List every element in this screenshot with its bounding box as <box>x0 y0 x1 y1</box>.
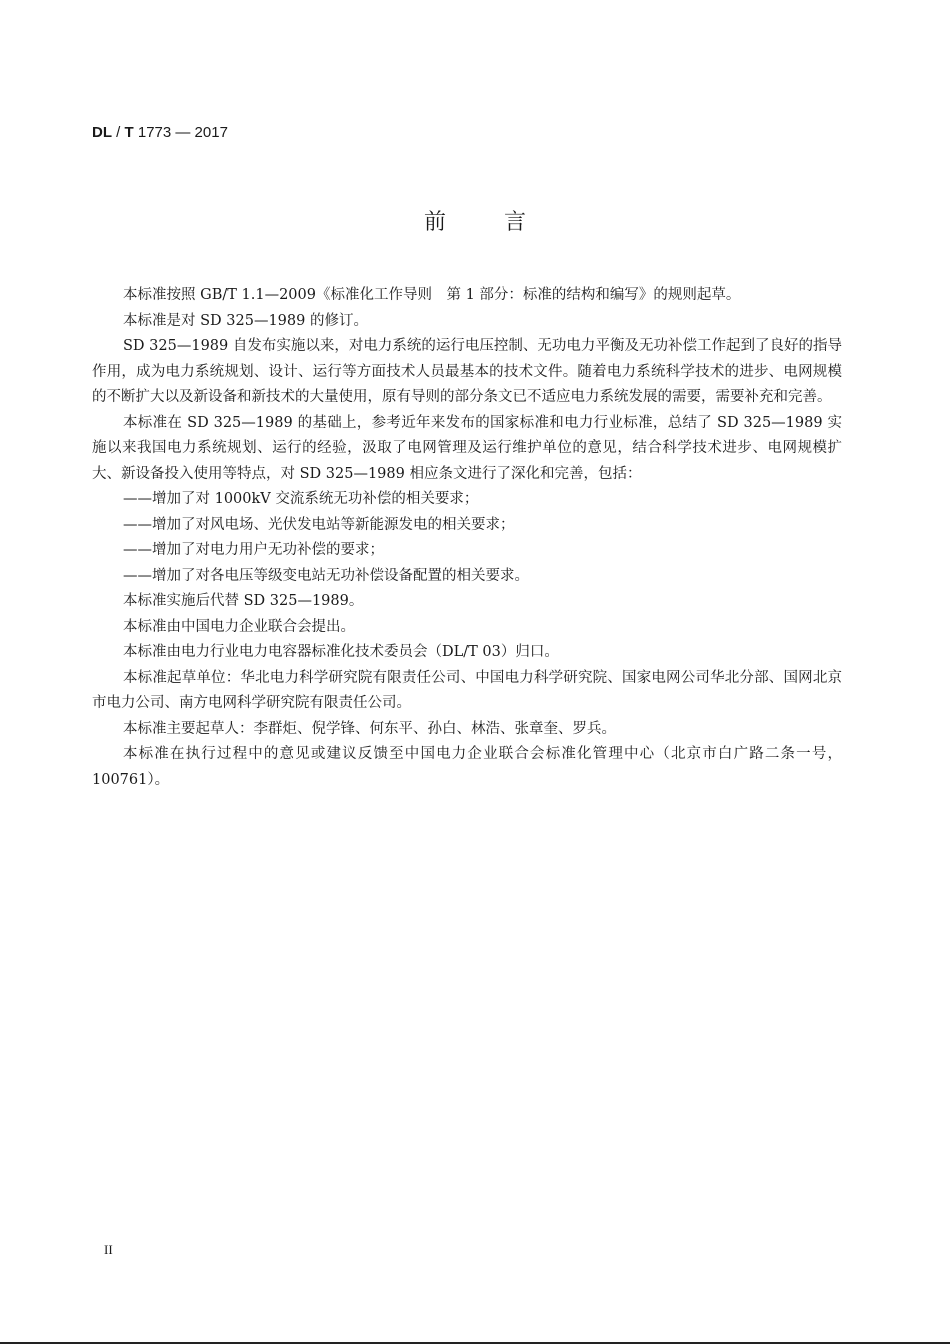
list-item: ——增加了对电力用户无功补偿的要求； <box>123 542 384 558</box>
list-item: ——增加了对 1000kV 交流系统无功补偿的相关要求； <box>123 491 479 507</box>
paragraph: 本标准在执行过程中的意见或建议反馈至中国电力企业联合会标准化管理中心（北京市白广路二条一号，100761）。 <box>92 746 842 788</box>
standard-code <box>92 124 228 141</box>
paragraph: 本标准由电力行业电力电容器标准化技术委员会（DL/T 03）归口。 <box>123 644 559 660</box>
paragraph: 本标准是对 SD 325—1989 的修订。 <box>123 312 368 329</box>
foreword-body <box>92 283 842 793</box>
page-number: II <box>104 1242 113 1257</box>
list-item: ——增加了对各电压等级变电站无功补偿设备配置的相关要求。 <box>123 567 529 584</box>
paragraph: 本标准按照 GB/T 1.1—2009《标准化工作导则 第 1 部分：标准的结构和编写》的规则起草。 <box>123 287 741 303</box>
code-separator: / <box>112 124 125 141</box>
paragraph: 本标准起草单位：华北电力科学研究院有限责任公司、中国电力科学研究院、国家电网公司华北分部、国网北京市电力公司、南方电网科学研究院有限责任公司。 <box>92 669 842 711</box>
code-prefix: DL <box>92 124 112 141</box>
page-title: 前言 <box>423 210 584 235</box>
paragraph: 本标准实施后代替 SD 325—1989。 <box>123 593 364 609</box>
paragraph: 本标准主要起草人：李群炬、倪学锋、何东平、孙白、林浩、张章奎、罗兵。 <box>123 720 616 737</box>
code-t: T <box>124 124 134 141</box>
paragraph: SD 325—1989 自发布实施以来，对电力系统的运行电压控制、无功电力平衡及无功补偿工作起到了良好的指导作用，成为电力系统规划、设计、运行等方面技术人员最基本的技术文件。随着电力系统科学技术的进步、电网规模的不断扩大以及新设备和新技术的大量使用，原有导则的部分条文已不适应电力系统发展的需要，需要补充和完善。 <box>92 338 842 405</box>
code-number: 1773 — 2017 <box>133 124 228 141</box>
paragraph: 本标准在 SD 325—1989 的基础上，参考近年来发布的国家标准和电力行业标准，总结了 SD 325—1989 实施以来我国电力系统规划、运行的经验，汲取了电网管理及运行维护单位的意见，结合科学技术进步、电网规模扩大、新设备投入使用等特点，对 SD 325—1989 相应条文进行了深化和完善，包括： <box>92 414 842 482</box>
list-item: ——增加了对风电场、光伏发电站等新能源发电的相关要求； <box>123 516 515 533</box>
paragraph: 本标准由中国电力企业联合会提出。 <box>123 618 355 635</box>
